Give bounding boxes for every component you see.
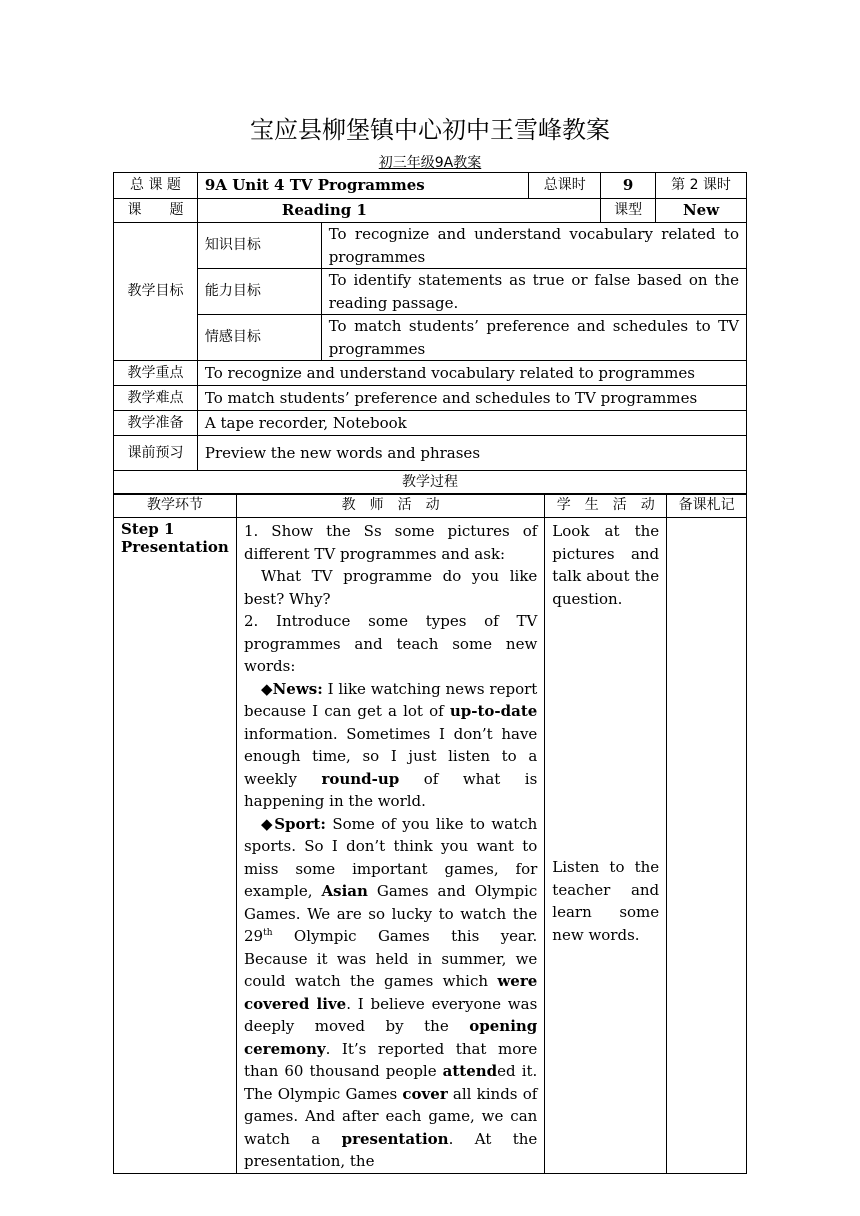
document-title: 宝应县柳堡镇中心初中王雪峰教案 [250, 116, 610, 144]
vocab-term: attend [442, 1062, 498, 1080]
goals-label: 教学目标 [114, 223, 198, 361]
notes-cell [667, 518, 747, 1174]
teacher-activity-cell [236, 518, 544, 1174]
topic-value: 9A Unit 4 TV Programmes [197, 173, 528, 199]
key-point-label: 教学重点 [114, 361, 198, 386]
difficulty-text: To match students’ preference and schedules to TV programmes [197, 386, 746, 411]
sport-paragraph [244, 813, 537, 1173]
vocab-term: Asian [321, 882, 368, 900]
news-heading: ◆News: [260, 679, 323, 698]
text-run: . It’s reported that more than 60 thousand people [243, 1039, 538, 1080]
lesson-info-table [113, 172, 747, 495]
news-paragraph [244, 678, 537, 813]
preview-label: 课前预习 [114, 436, 198, 471]
type-label: 课型 [601, 199, 656, 223]
vocab-term: opening ceremony [243, 1017, 538, 1058]
text-run: Games and Olympic Games. We are so lucky to watch the 29 [243, 882, 538, 945]
col-student-header: 学 生 活 动 [545, 494, 667, 518]
vocab-term: cover [402, 1084, 448, 1103]
lesson-number: 第 2 课时 [656, 173, 747, 199]
col-stage-header: 教学环节 [114, 494, 237, 518]
lesson-value: Reading 1 [197, 199, 600, 223]
text-run: Olympic Games this year. Because it was held in summer, we could watch the games which [243, 927, 538, 990]
student-activity-1: Look at the pictures and talk about the question. [552, 522, 660, 608]
step-name: Step 1 [121, 520, 175, 538]
student-activity-cell [545, 518, 667, 1174]
difficulty-label: 教学难点 [114, 386, 198, 411]
goal-knowledge-text: To recognize and understand vocabulary related to programmes [321, 223, 746, 269]
vocab-term: were covered live [243, 972, 538, 1013]
vocab-term: presentation [341, 1129, 449, 1148]
student-activity-2: Listen to the teacher and learn some new words. [552, 858, 660, 944]
goal-knowledge-label: 知识目标 [197, 223, 321, 269]
teaching-process-table [113, 493, 747, 1174]
preview-text: Preview the new words and phrases [197, 436, 746, 471]
vocab-term: up-to-date [449, 702, 538, 720]
key-point-text: To recognize and understand vocabulary related to programmes [197, 361, 746, 386]
col-notes-header: 备课札记 [667, 494, 747, 518]
teacher-para-3: 2. Introduce some types of TV programmes and teach some new words: [243, 612, 538, 675]
text-run: . At the presentation, the [243, 1129, 538, 1170]
stage-cell [114, 518, 237, 1174]
goal-ability-label: 能力目标 [197, 269, 321, 315]
preparation-label: 教学准备 [114, 411, 198, 436]
document-subtitle: 初三年级9A教案 [378, 155, 482, 171]
type-value: New [656, 199, 747, 223]
sport-heading: ◆Sport: [260, 814, 326, 833]
goal-ability-text: To identify statements as true or false based on the reading passage. [321, 269, 746, 315]
step-subtitle: Presentation [121, 538, 229, 556]
text-run: all kinds of games. And after each game, we can watch a [243, 1084, 538, 1148]
text-run: I like watching news report because I can get a lot of [243, 679, 538, 720]
text-run: ed it. The Olympic Games [243, 1062, 538, 1103]
text-run: information. Sometimes I don’t have enough time, so I just listen to a weekly [243, 724, 538, 788]
ordinal-suffix: th [263, 928, 273, 938]
preparation-text: A tape recorder, Notebook [197, 411, 746, 436]
teacher-para-2: What TV programme do you like best? Why? [243, 567, 538, 608]
goal-emotion-text: To match students’ preference and schedules to TV programmes [321, 315, 746, 361]
goal-emotion-label: 情感目标 [197, 315, 321, 361]
topic-label: 总 课 题 [114, 173, 198, 199]
col-teacher-header: 教 师 活 动 [236, 494, 544, 518]
lesson-label: 课 题 [114, 199, 198, 223]
process-title: 教学过程 [114, 471, 747, 495]
text-run: of what is happening in the world. [243, 769, 538, 810]
text-run: . I believe everyone was deeply moved by the [243, 994, 538, 1035]
total-hours-label: 总课时 [529, 173, 601, 199]
teacher-para-1: 1. Show the Ss some pictures of different TV programmes and ask: [243, 522, 538, 563]
total-hours-value: 9 [601, 173, 656, 199]
text-run: Some of you like to watch sports. So I don’t think you want to miss some important games, for example, [243, 814, 538, 900]
vocab-term: round-up [321, 769, 400, 788]
